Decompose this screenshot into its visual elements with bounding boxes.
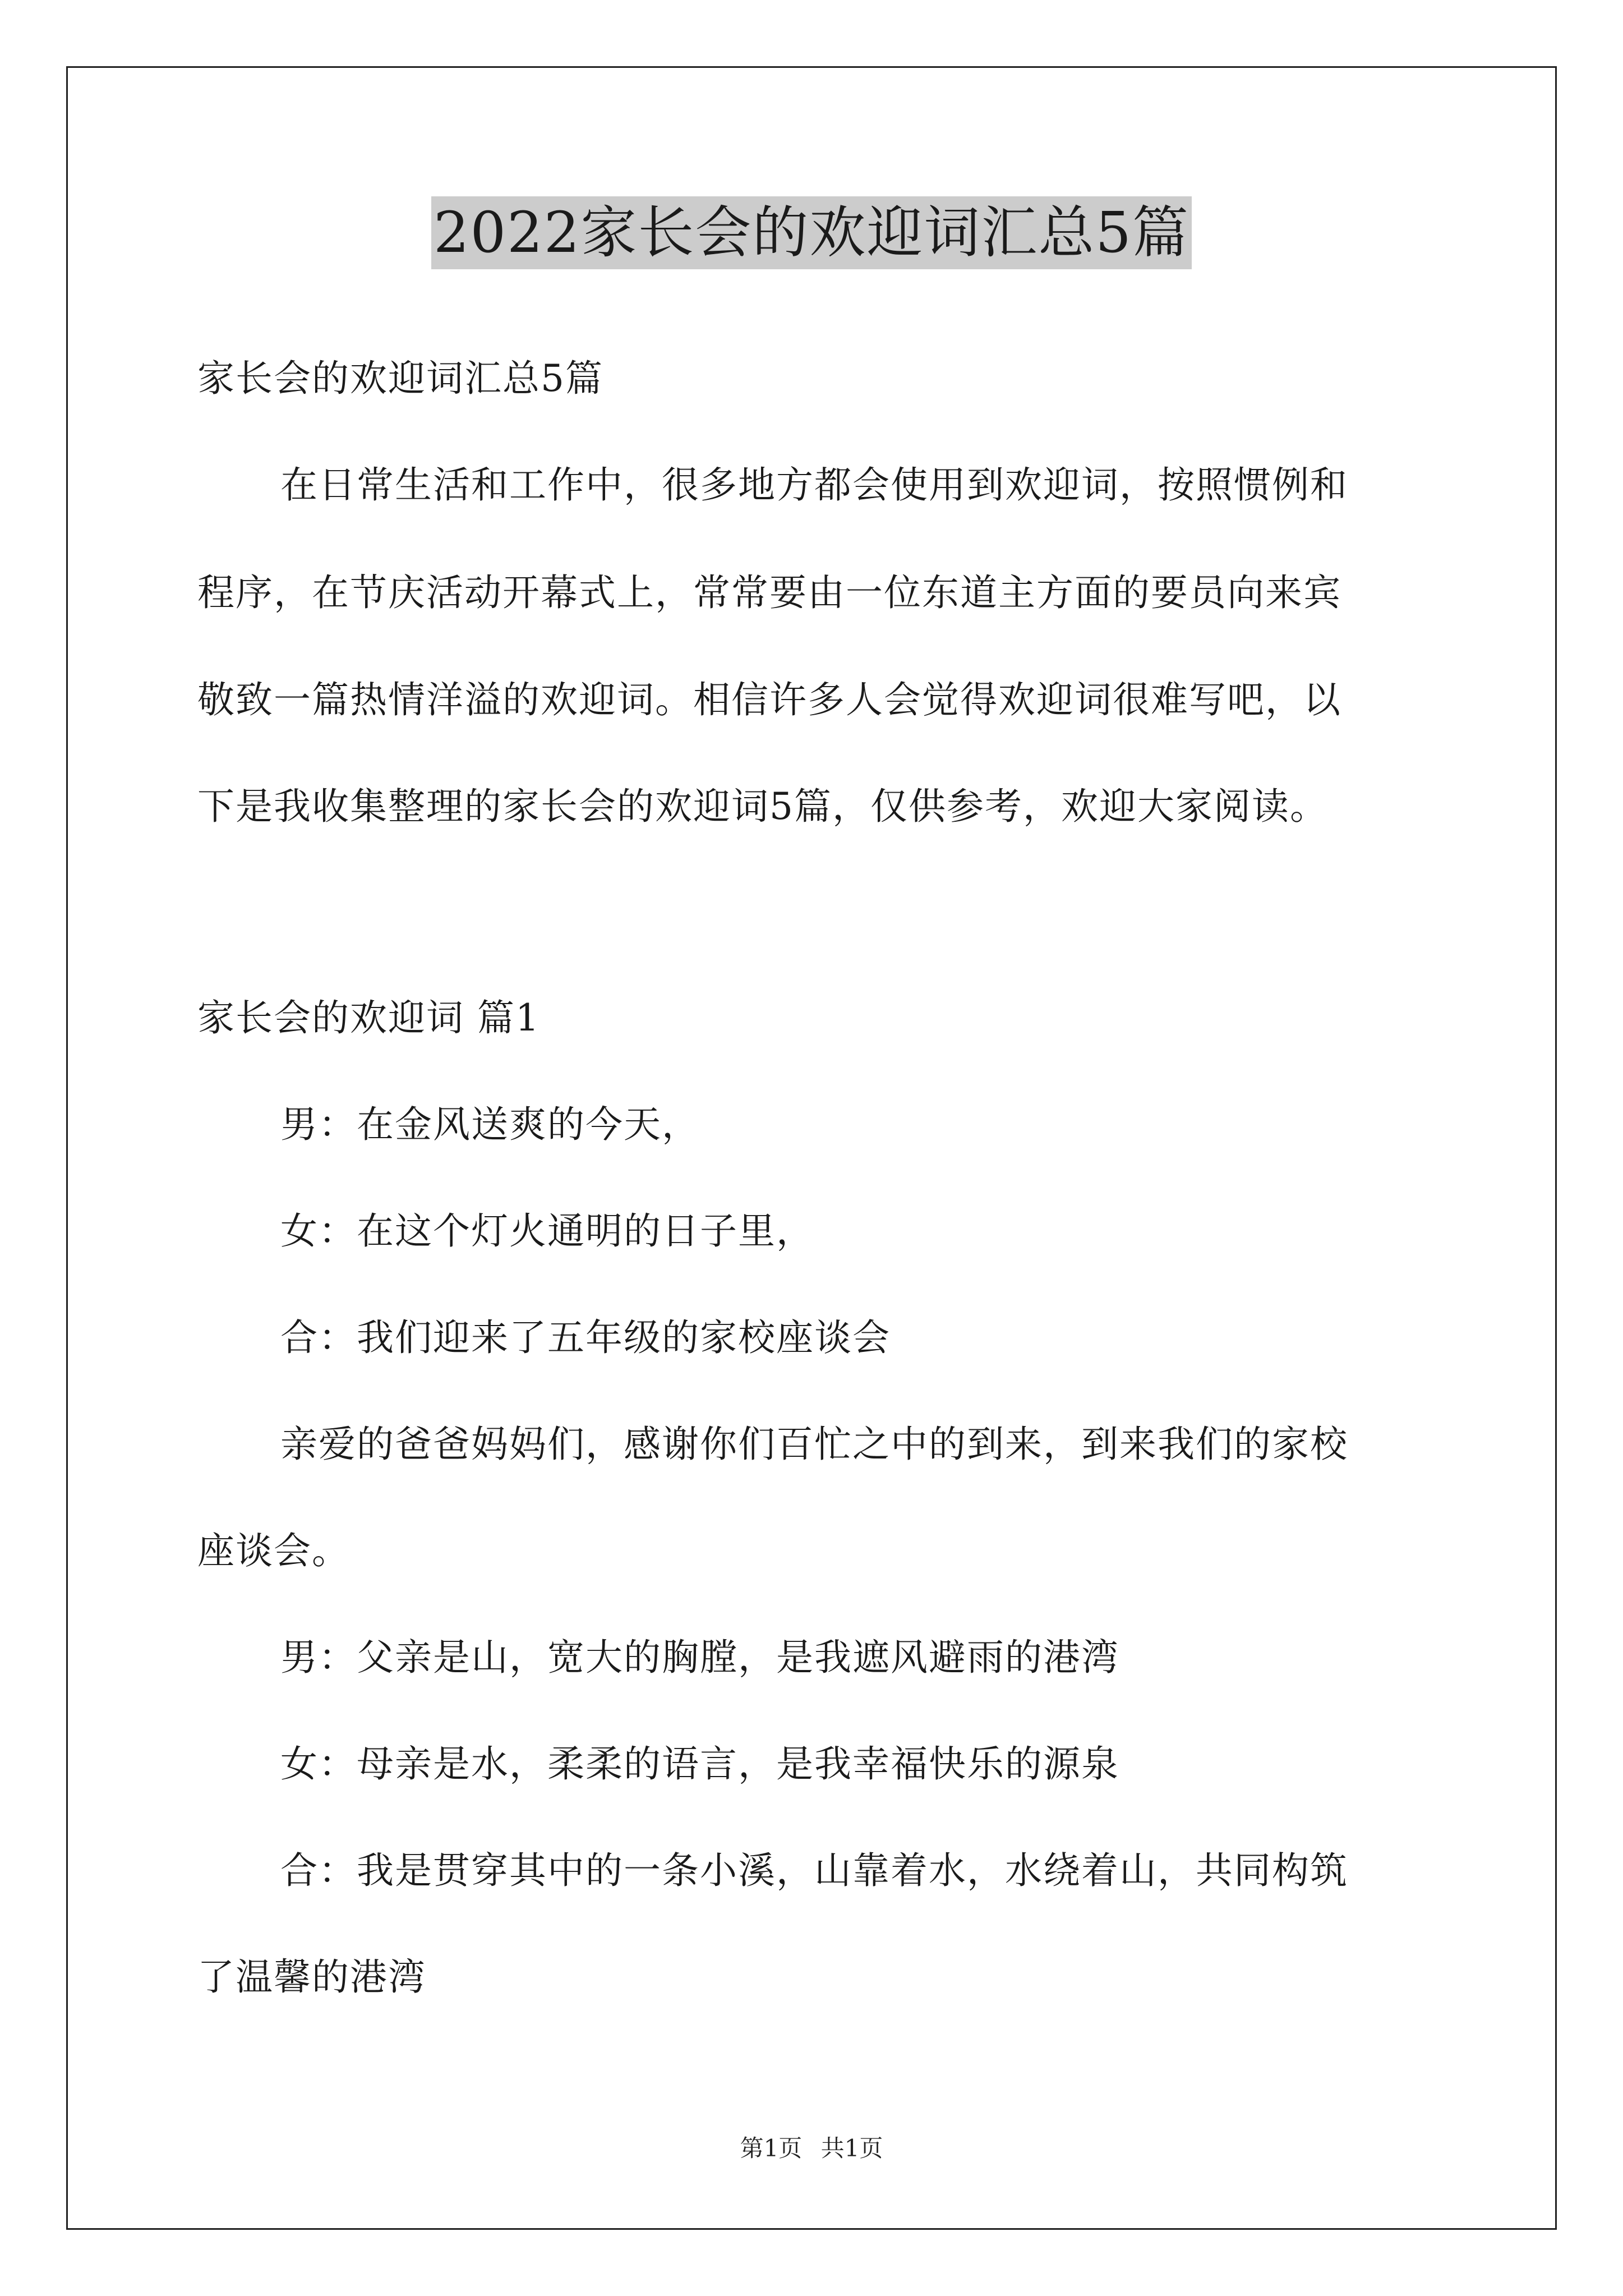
body-line: 了温馨的港湾: [197, 1955, 426, 1999]
dialogue-line: 男：在金风送爽的今天，: [280, 1103, 700, 1146]
intro-line: 敬致一篇热情洋溢的欢迎词。相信许多人会觉得欢迎词很难写吧，以: [197, 678, 1341, 721]
document-subtitle: 家长会的欢迎词汇总5篇: [197, 357, 603, 400]
body-line: 座谈会。: [197, 1529, 350, 1572]
document-title: 2022家长会的欢迎词汇总5篇: [431, 196, 1192, 269]
dialogue-line: 合：我是贯穿其中的一条小溪，山靠着水，水绕着山，共同构筑: [280, 1849, 1348, 1892]
dialogue-line: 女：母亲是水，柔柔的语言，是我幸福快乐的源泉: [280, 1742, 1119, 1786]
intro-line: 程序，在节庆活动开幕式上，常常要由一位东道主方面的要员向来宾: [197, 571, 1341, 614]
body-line: 亲爱的爸爸妈妈们，感谢你们百忙之中的到来，到来我们的家校: [280, 1423, 1348, 1466]
page-number-total: 共1页: [820, 2134, 883, 2162]
page-footer: [0, 2132, 1623, 2165]
intro-line: 在日常生活和工作中，很多地方都会使用到欢迎词，按照惯例和: [280, 463, 1348, 507]
dialogue-line: 合：我们迎来了五年级的家校座谈会: [280, 1316, 891, 1359]
intro-line: 下是我收集整理的家长会的欢迎词5篇，仅供参考，欢迎大家阅读。: [197, 785, 1328, 828]
page-number-current: 第1页: [740, 2134, 803, 2162]
dialogue-line: 女：在这个灯火通明的日子里，: [280, 1209, 814, 1253]
section-heading: 家长会的欢迎词 篇1: [197, 996, 540, 1039]
dialogue-line: 男：父亲是山，宽大的胸膛，是我遮风避雨的港湾: [280, 1636, 1119, 1679]
title-container: [0, 196, 1623, 269]
